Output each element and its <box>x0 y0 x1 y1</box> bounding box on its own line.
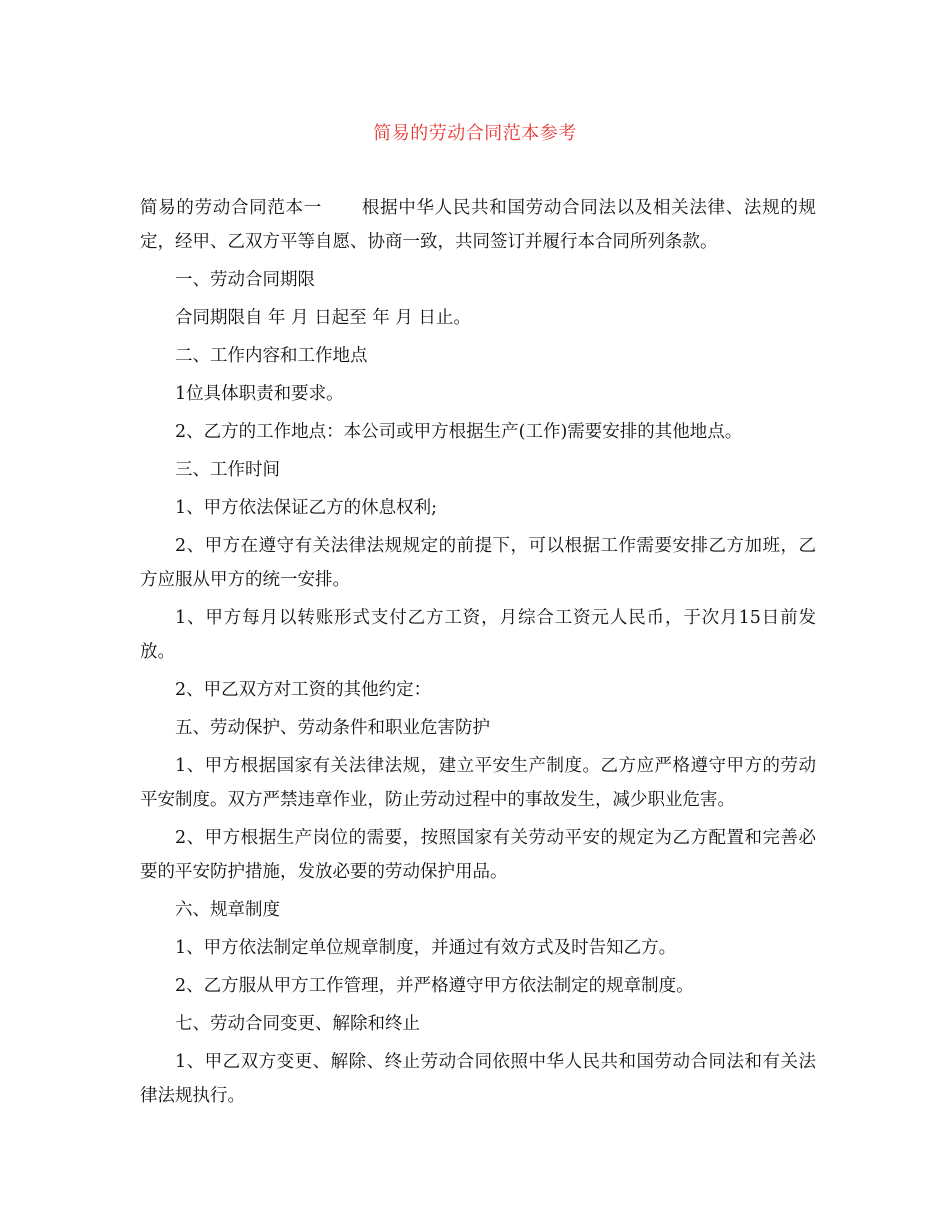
paragraph-item: 1、甲方根据国家有关法律法规，建立平安生产制度。乙方应严格遵守甲方的劳动平安制度。双方严禁违章作业，防止劳动过程中的事故发生，减少职业危害。 <box>140 756 816 810</box>
intro-paragraph <box>140 191 816 259</box>
paragraph-item: 2、甲乙双方对工资的其他约定： <box>175 680 432 700</box>
intro-text: 根据中华人民共和国劳动合同法以及相关法律、法规的规定，经甲、乙双方平等自愿、协商一致，共同签订并履行本合同所列条款。 <box>140 198 817 252</box>
paragraph-item: 1、甲方每月以转账形式支付乙方工资，月综合工资元人民币，于次月15日前发放。 <box>140 608 816 662</box>
paragraph-item: 2、乙方的工作地点：本公司或甲方根据生产(工作)需要安排的其他地点。 <box>175 422 743 442</box>
paragraph-item: 2、甲方根据生产岗位的需要，按照国家有关劳动平安的规定为乙方配置和完善必要的平安防护措施，发放必要的劳动保护用品。 <box>140 828 816 882</box>
document-title: 简易的劳动合同范本参考 <box>373 123 577 144</box>
paragraph-item: 2、乙方服从甲方工作管理，并严格遵守甲方依法制定的规章制度。 <box>175 976 694 996</box>
paragraph-item: 1、甲方依法保证乙方的休息权利; <box>175 498 438 518</box>
section-heading-6: 六、规章制度 <box>175 900 280 920</box>
paragraph-item: 1、甲方依法制定单位规章制度，并通过有效方式及时告知乙方。 <box>175 938 677 958</box>
section-heading-2: 二、工作内容和工作地点 <box>175 346 368 366</box>
section-heading-7: 七、劳动合同变更、解除和终止 <box>175 1014 420 1034</box>
paragraph-item: 1位具体职责和要求。 <box>175 384 344 404</box>
paragraph-item: 2、甲方在遵守有关法律法规规定的前提下，可以根据工作需要安排乙方加班，乙方应服从甲方的统一安排。 <box>140 536 816 590</box>
section-heading-3: 三、工作时间 <box>175 460 280 480</box>
intro-lead: 简易的劳动合同范本一 <box>140 198 322 218</box>
contract-term-line: 合同期限自 年 月 日起至 年 月 日止。 <box>175 308 471 328</box>
section-heading-1: 一、劳动合同期限 <box>175 270 315 290</box>
document-body <box>140 191 816 1113</box>
section-heading-5: 五、劳动保护、劳动条件和职业危害防护 <box>175 718 490 738</box>
paragraph-item: 1、甲乙双方变更、解除、终止劳动合同依照中华人民共和国劳动合同法和有关法律法规执行。 <box>140 1052 816 1106</box>
